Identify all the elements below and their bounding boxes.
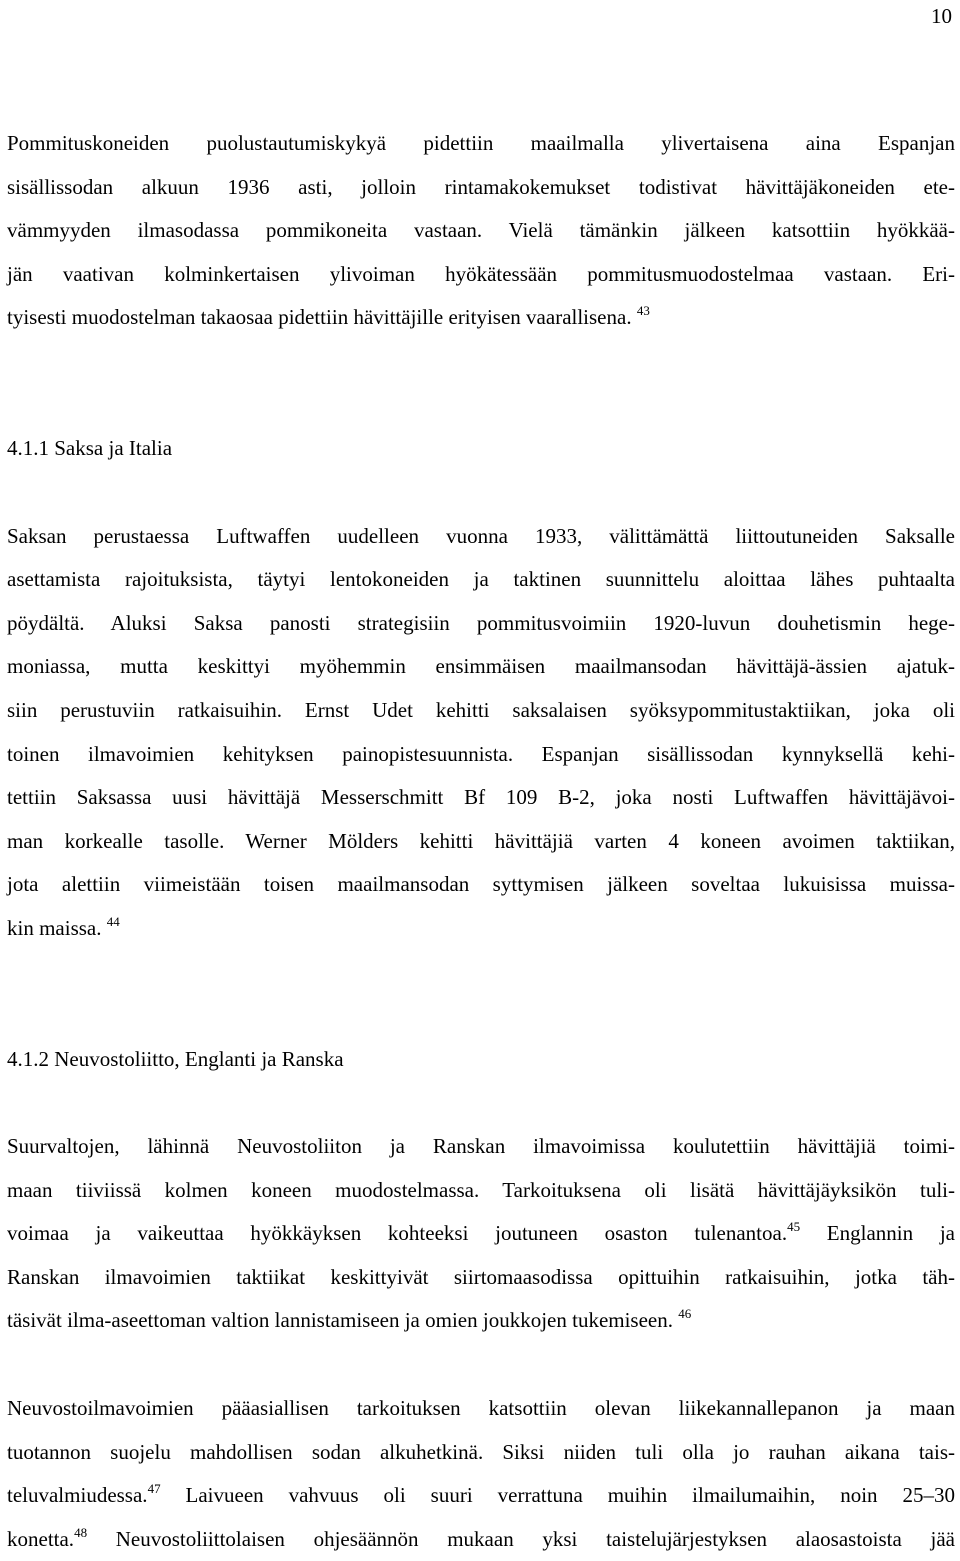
paragraph-germany-italy [7, 515, 955, 951]
paragraph-soviet-air-force [7, 1387, 955, 1561]
text-line-content: tyisesti muodostelman takaosaa pidettiin hävittäjille erityisen vaarallisena. [7, 305, 632, 330]
text-line [7, 1474, 955, 1518]
text-line: Saksan perustaessa Luftwaffen uudelleen vuonna 1933, välittämättä liittoutuneiden Saksalle [7, 523, 955, 548]
text-line: tuotannon suojelu mahdollisen sodan alkuhetkinä. Siksi niiden tuli olla jo rauhan aikana tais- [7, 1439, 955, 1464]
text-line: pöydältä. Aluksi Saksa panosti strategisiin pommitusvoimiin 1920-luvun douhetismin hege- [7, 610, 955, 635]
text-line-content: voimaa ja vaikeuttaa hyökkäyksen kohteeksi joutuneen osaston tulenantoa. [7, 1221, 788, 1246]
paragraph-intro [7, 122, 955, 340]
text-line: Suurvaltojen, lähinnä Neuvostoliiton ja Ranskan ilmavoimissa koulutettiin hävittäjiä toimi- [7, 1134, 955, 1159]
text-line: vämmyyden ilmasodassa pommikoneita vastaan. Vielä tämänkin jälkeen katsottiin hyökkää- [7, 218, 955, 243]
text-line-content: teluvalmiudessa. [7, 1483, 148, 1508]
text-line: maan tiiviissä kolmen koneen muodostelmassa. Tarkoituksena oli lisätä hävittäjäyksikön tuli- [7, 1177, 955, 1202]
section-heading: 4.1.2 Neuvostoliitto, Englanti ja Ranska [7, 1046, 344, 1071]
footnote-ref: 44 [106, 913, 120, 929]
text-line: Ranskan ilmavoimien taktiikat keskittyivät siirtomaasodissa opittuihin ratkaisuihin, jotka täh- [7, 1264, 955, 1289]
text-line-content: konetta. [7, 1526, 75, 1551]
text-line: jota alettiin viimeistään toisen maailmansodan syttymisen jälkeen soveltaa lukuisissa muissa- [7, 872, 955, 897]
footnote-ref: 47 [147, 1481, 161, 1497]
text-line-content: Neuvostoliittolaisen ohjesäännön mukaan yksi taistelujärjestyksen alaosastoista jää [87, 1526, 955, 1551]
text-line [7, 1518, 955, 1561]
text-line [7, 1299, 955, 1343]
text-line: sisällissodan alkuun 1936 asti, jolloin rintamakokemukset todistivat hävittäjäkoneiden ete- [7, 174, 955, 199]
text-line: tettiin Saksassa uusi hävittäjä Messerschmitt Bf 109 B-2, joka nosti Luftwaffen hävittäjävoi- [7, 785, 955, 810]
text-line-content: Englannin ja [800, 1221, 955, 1246]
text-line-content: täsivät ilma-aseettoman valtion lannistamiseen ja omien joukkojen tukemiseen. [7, 1308, 673, 1333]
document-body [7, 122, 955, 1561]
text-line: Pommituskoneiden puolustautumiskykyä pidettiin maailmalla ylivertaisena aina Espanjan [7, 131, 955, 155]
section-heading: 4.1.1 Saksa ja Italia [7, 435, 173, 460]
footnote-ref: 46 [678, 1306, 692, 1322]
text-line-content: kin maissa. [7, 915, 102, 940]
text-line-content: Laivueen vahvuus oli suuri verrattuna muihin ilmailumaihin, noin 25–30 [160, 1483, 955, 1508]
paragraph-ussr-france [7, 1125, 955, 1343]
text-line: jän vaativan kolminkertaisen ylivoiman hyökätessään pommitusmuodostelmaa vastaan. Eri- [7, 261, 955, 286]
text-line [7, 296, 955, 340]
text-line: siin perustuviin ratkaisuihin. Ernst Udet kehitti saksalaisen syöksypommitustaktiikan, joka oli [7, 697, 955, 722]
text-line: man korkealle tasolle. Werner Mölders kehitti hävittäjiä varten 4 koneen avoimen taktiikan, [7, 828, 955, 853]
page-number: 10 [931, 4, 952, 28]
text-line [7, 1212, 955, 1256]
footnote-ref: 45 [787, 1219, 801, 1235]
text-line [7, 907, 955, 951]
text-line: asettamista rajoituksista, täytyi lentokoneiden ja taktinen suunnittelu aloittaa lähes puhtaalta [7, 567, 955, 592]
footnote-ref: 48 [74, 1524, 88, 1540]
text-line: Neuvostoilmavoimien pääasiallisen tarkoituksen katsottiin olevan liikekannallepanon ja maan [7, 1396, 955, 1421]
footnote-ref: 43 [636, 303, 650, 319]
text-line: toinen ilmavoimien kehityksen painopistesuunnista. Espanjan sisällissodan kynnyksellä kehi- [7, 741, 955, 766]
text-line: moniassa, mutta keskittyi myöhemmin ensimmäisen maailmansodan hävittäjä-ässien ajatuk- [7, 654, 955, 679]
